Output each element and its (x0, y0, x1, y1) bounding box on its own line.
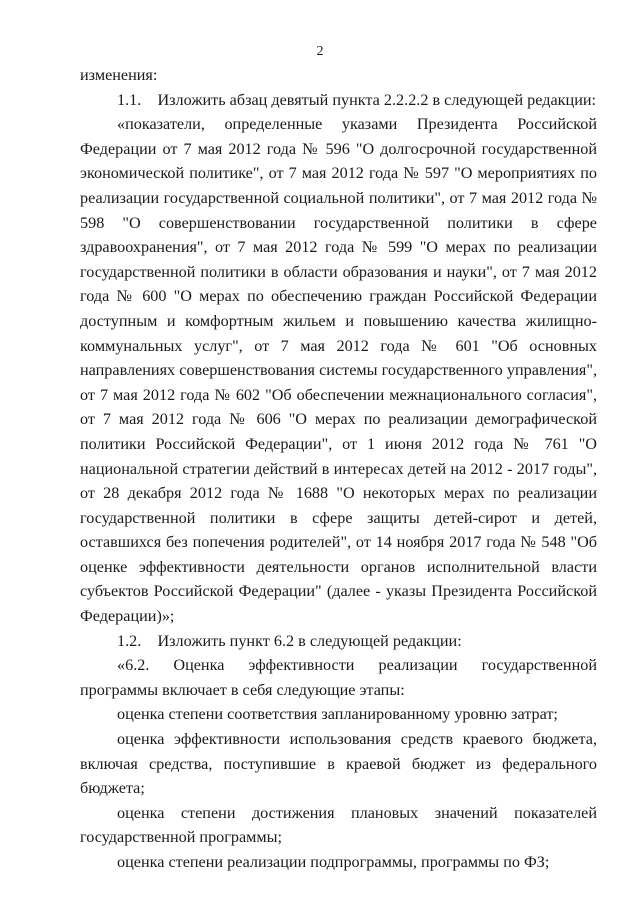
paragraph-stage-targets: оценка степени достижения плановых значений показателей государственной программы; (80, 803, 597, 847)
page-number: 2 (316, 44, 324, 59)
paragraph-stage-cost: оценка степени соответствия запланированному уровню затрат; (117, 705, 558, 724)
document-body (80, 63, 597, 875)
paragraph-item-1-1: 1.1. Изложить абзац девятый пункта 2.2.2.2 в следующей редакции: (117, 90, 597, 109)
paragraph-stage-budget: оценка эффективности использования средств краевого бюджета, включая средства, поступившие в краевой бюджет из федерального бюджета; (80, 730, 597, 798)
paragraph-clause-6-2: «6.2. Оценка эффективности реализации государственной программы включает в себя следующие этапы: (80, 656, 597, 699)
paragraph-continuation: изменения: (80, 66, 158, 84)
paragraph-stage-subprogram: оценка степени реализации подпрограммы, программы по ФЗ; (117, 853, 550, 871)
paragraph-item-1-2: 1.2. Изложить пункт 6.2 в следующей редакции: (117, 631, 462, 650)
paragraph-indicators-quote: «показатели, определенные указами Президента Российской Федерации от 7 мая 2012 года № 596 "О долгосрочной государственной экономической политике", от 7 мая 2012 года № 597 "О мероприятиях по реализации государственной социальной политики", от 7 мая 2012 года № 598 "О совершенствовании государственной политики в сфере здравоохранения", от 7 мая 2012 года № 599 "О мерах по реализации государственной политики в области образования и науки", от 7 мая 2012 года № 600 "О мерах по обеспечению граждан Российской Федерации доступным и комфортным жильем и повышению качества жилищно-коммунальных услуг", от 7 мая 2012 года № 601 "Об основных направлениях совершенствования системы государственного управления", от 7 мая 2012 года № 602 "Об обеспечении межнационального согласия", от 7 мая 2012 года № 606 "О мерах по реализации демографической политики Российской Федерации", от 1 июня 2012 года № 761 "О национальной стратегии действий в интересах детей на 2012 - 2017 годы", от 28 декабря 2012 года № 1688 "О некоторых мерах по реализации государственной политики в сфере защиты детей-сирот и детей, оставшихся без попечения родителей", от 14 ноября 2017 года № 548 "Об оценке эффективности деятельности органов исполнительной власти субъектов Российской Федерации" (далее - указы Президента Российской Федерации)»; (80, 115, 597, 626)
